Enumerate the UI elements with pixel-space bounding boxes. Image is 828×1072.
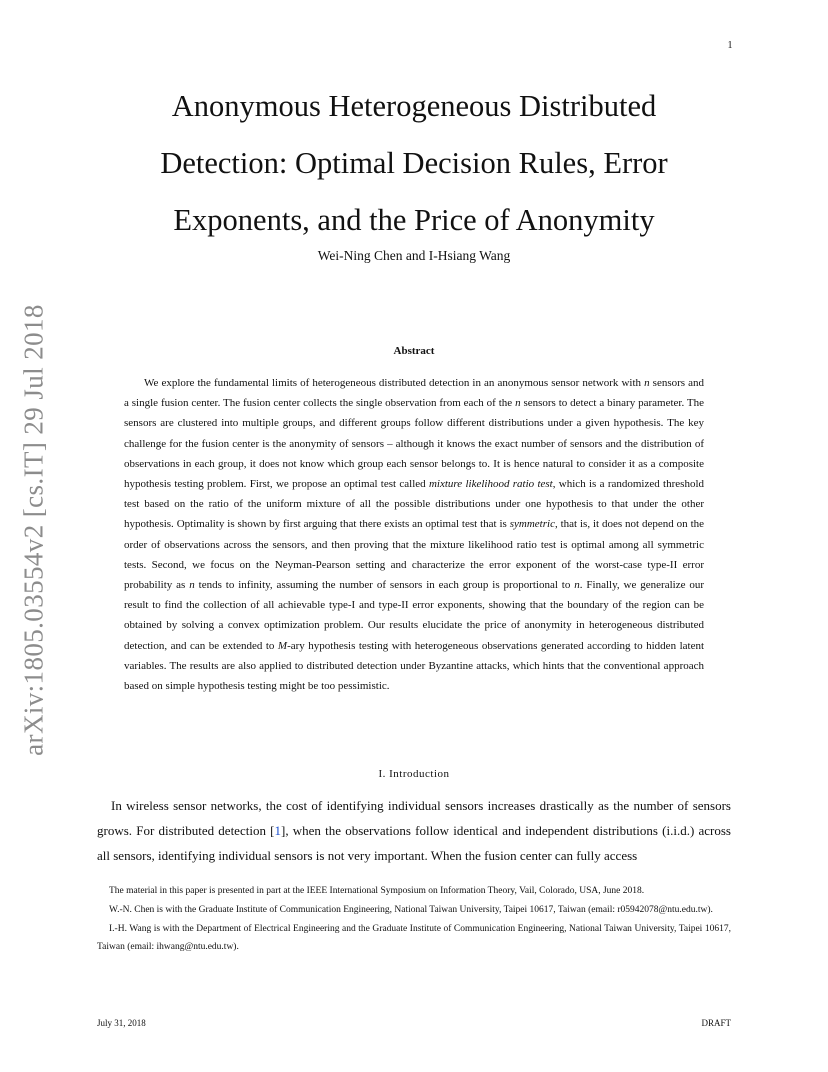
section-heading: I. Introduction [378, 768, 450, 780]
abstract-heading: Abstract [393, 345, 435, 357]
math-M: M [277, 639, 288, 652]
math-n: n [189, 579, 195, 592]
abstract-body: We explore the fundamental limits of heterogeneous distributed detection in an anonymous sensor network with n sensors and a single fusion center. The fusion center collects the single observation from each of the n sensors to detect a binary parameter. The sensors are clustered into multiple groups, and different groups follow different distributions under a given hypothesis. The key challenge for the fusion center is the anonymity of sensors – although it knows the exact number of sensors and the distribution of observations in each group, it does not know which group each sensor belongs to. It is hence natural to consider it as a composite hypothesis testing problem. First, we propose an optimal test called mixture likelihood ratio test, which is a randomized threshold test based on the ratio of the uniform mixture of all the possible distributions under one hypothesis to that under the other hypothesis. Optimality is shown by first arguing that there exists an optimal test that is symmetric, that is, it does not depend on the order of observations across the sensors, and then proving that the mixture likelihood ratio test is optimal among all symmetric tests. Second, we focus on the Neyman-Pearson setting and characterize the error exponent of the worst-case type-II error probability as n tends to infinity, assuming the number of sensors in each group is proportional to n. Finally, we generalize our result to find the collection of all achievable type-I and type-II error exponents, showing that the boundary of the region can be obtained by solving a convex optimization problem. Our results elucidate the price of anonymity in heterogeneous distributed detection, and can be extended to M-ary hypothesis testing with heterogeneous observations generated according to hidden latent variables. The results are also applied to distributed detection under Byzantine attacks, which hints that the conventional approach based on simple hypothesis testing might be too pessimistic. [124, 377, 705, 693]
footnote: W.-N. Chen is with the Graduate Institute of Communication Engineering, National Taiwan University, Taipei 10617, Taiwan (email: r05942078@ntu.edu.tw). [109, 905, 713, 915]
math-n: n [644, 377, 650, 389]
emphasis-term: mixture likelihood ratio test [428, 478, 553, 491]
paper-title: Anonymous Heterogeneous Distributed Detection: Optimal Decision Rules, Error Exponents, and the Price of Anonymity [160, 89, 668, 237]
emphasis-term: symmetric [509, 518, 555, 531]
footnotes [97, 882, 731, 957]
math-n: n [574, 579, 580, 592]
footer-status: DRAFT [701, 1018, 731, 1028]
citation-link[interactable]: 1 [274, 823, 281, 838]
math-n: n [515, 397, 521, 410]
author-list: Wei-Ning Chen and I-Hsiang Wang [317, 248, 511, 263]
page-number: 1 [727, 40, 733, 51]
introduction-paragraph: In wireless sensor networks, the cost of identifying individual sensors increases drastically as the number of sensors grows. For distributed detection [1], when the observations follow identical and independent distributions (i.i.d.) across all sensors, identifying individual sensors is not very important. When the fusion center can fully access [97, 798, 731, 863]
footer-date: July 31, 2018 [97, 1018, 146, 1028]
footnote: The material in this paper is presented in part at the IEEE International Symposium on Information Theory, Vail, Colorado, USA, June 2018. [109, 886, 645, 896]
footnote: I.-H. Wang is with the Department of Electrical Engineering and the Graduate Institute of Communication Engineering, National Taiwan University, Taipei 10617, Taiwan (email: ihwang@ntu.edu.tw). [97, 924, 731, 952]
arxiv-side-stamp: arXiv:1805.03554v2 [cs.IT] 29 Jul 2018 [18, 304, 49, 756]
